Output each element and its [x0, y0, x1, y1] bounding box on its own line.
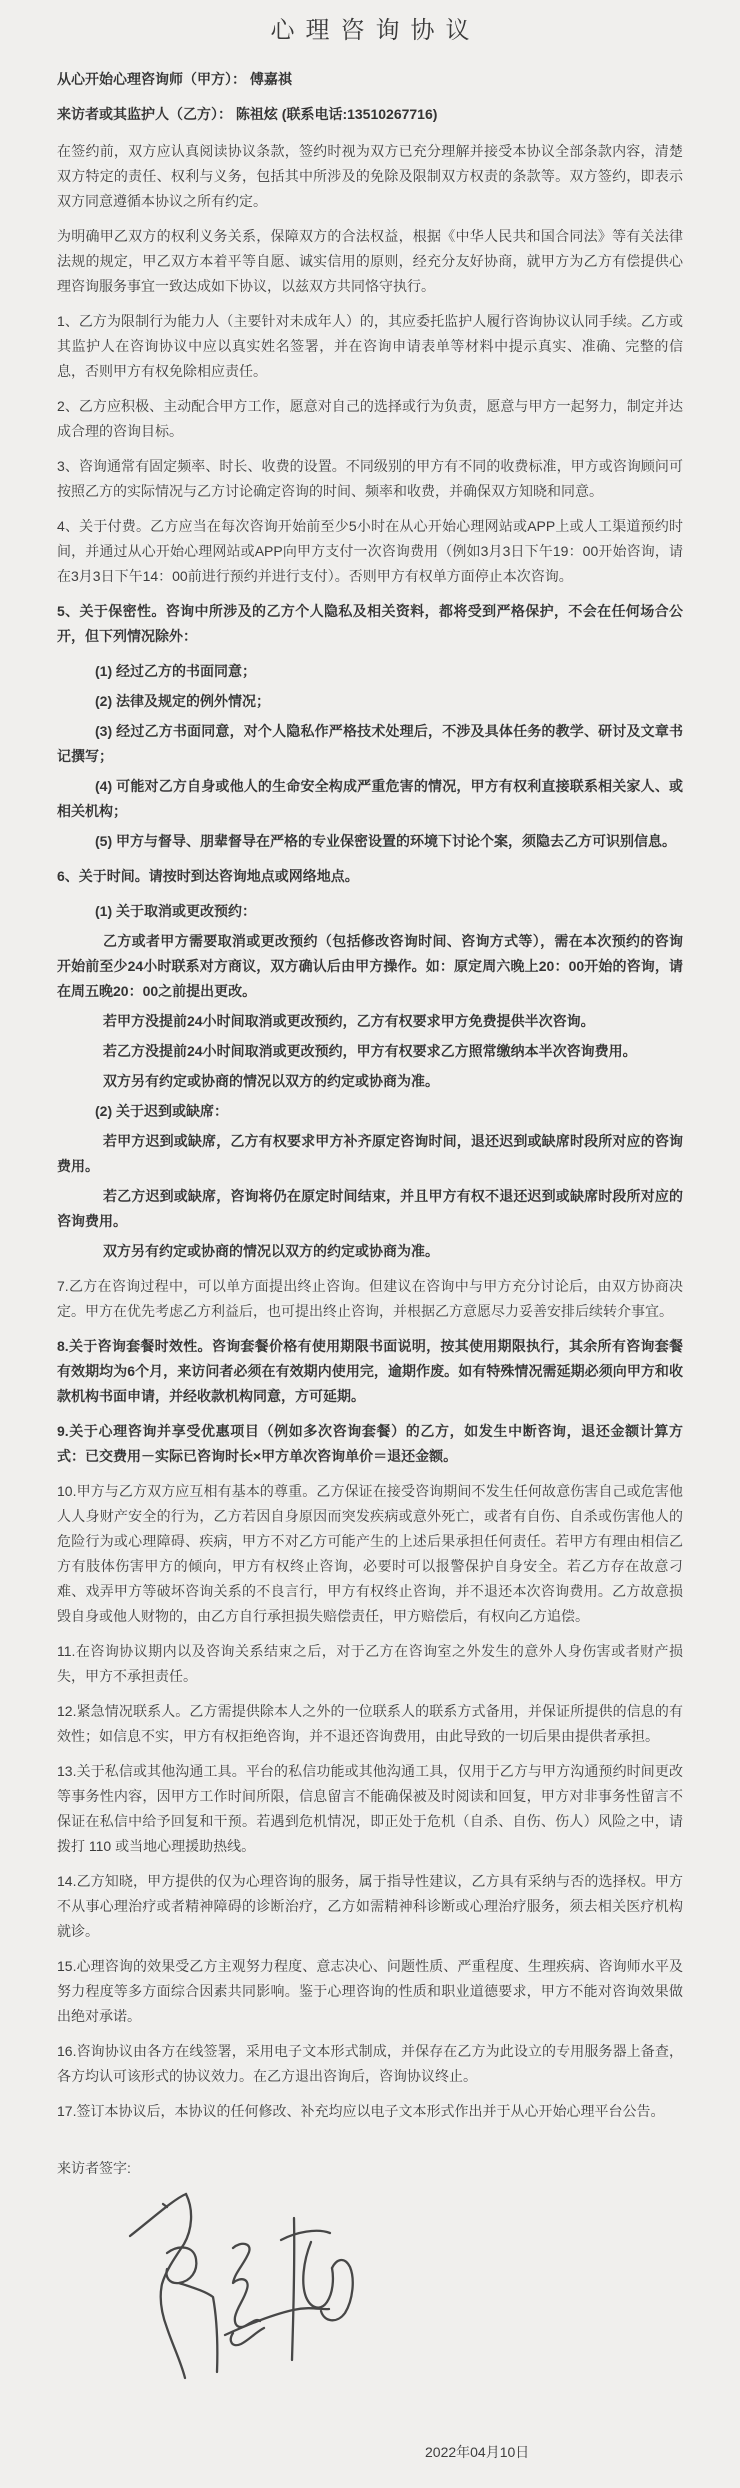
paragraph: 17.签订本协议后，本协议的任何修改、补充均应以电子文本形式作出并于从心开始心理平台公告。 [57, 2103, 665, 2119]
party-a-line: 从心开始心理咨询师（甲方）： 傅嘉祺 [57, 71, 292, 87]
paragraph: 2、乙方应积极、主动配合甲方工作，愿意对自己的选择或行为负责，愿意与甲方一起努力，制定并达成合理的咨询目标。 [57, 398, 683, 439]
paragraph: 在签约前，双方应认真阅读协议条款，签约时视为双方已充分理解并接受本协议全部条款内容，清楚双方特定的责任、权利与义务，包括其中所涉及的免除及限制双方权责的条款等。双方签约，即表示双方同意遵循本协议之所有约定。 [57, 143, 683, 209]
paragraph: 若甲方没提前24小时间取消或更改预约，乙方有权要求甲方免费提供半次咨询。 [103, 1013, 595, 1029]
paragraph: 9.关于心理咨询并享受优惠项目（例如多次咨询套餐）的乙方，如发生中断咨询，退还金额计算方式：已交费用－实际已咨询时长×甲方单次咨询单价＝退还金额。 [57, 1423, 683, 1464]
paragraph: 3、咨询通常有固定频率、时长、收费的设置。不同级别的甲方有不同的收费标准，甲方或咨询顾问可按照乙方的实际情况与乙方讨论确定咨询的时间、频率和收费，并确保双方知晓和同意。 [57, 458, 683, 499]
paragraph: 乙方或者甲方需要取消或更改预约（包括修改咨询时间、咨询方式等），需在本次预约的咨询开始前至少24小时联系对方商议，双方确认后由甲方操作。如：原定周六晚上20：00开始的咨询，请在周五晚20：00之前提出更改。 [57, 933, 683, 999]
paragraph: (2) 法律及规定的例外情况； [95, 693, 270, 709]
paragraph: 14.乙方知晓，甲方提供的仅为心理咨询的服务，属于指导性建议，乙方具有采纳与否的选择权。甲方不从事心理治疗或者精神障碍的诊断治疗，乙方如需精神科诊断或心理治疗服务，须去相关医疗机构就诊。 [57, 1873, 683, 1939]
party-b-line: 来访者或其监护人（乙方）： 陈祖炫 (联系电话:13510267716) [57, 106, 438, 122]
paragraph: 为明确甲乙双方的权利义务关系，保障双方的合法权益，根据《中华人民共和国合同法》等有关法律法规的规定，甲乙双方本着平等自愿、诚实信用的原则，经充分友好协商，就甲方为乙方有偿提供心理咨询服务事宜一致达成如下协议，以兹双方共同恪守执行。 [57, 228, 683, 294]
paragraph: 5、关于保密性。咨询中所涉及的乙方个人隐私及相关资料，都将受到严格保护，不会在任何场合公开，但下列情况除外： [57, 603, 683, 644]
paragraph: 11.在咨询协议期内以及咨询关系结束之后，对于乙方在咨询室之外发生的意外人身伤害或者财产损失，甲方不承担责任。 [57, 1643, 683, 1684]
paragraph: 16.咨询协议由各方在线签署，采用电子文本形式制成，并保存在乙方为此设立的专用服务器上备查，各方均认可该形式的协议效力。在乙方退出咨询后，咨询协议终止。 [57, 2043, 683, 2084]
agreement-body [57, 139, 683, 2124]
paragraph: 双方另有约定或协商的情况以双方的约定或协商为准。 [103, 1243, 439, 1259]
paragraph: 若乙方迟到或缺席，咨询将仍在原定时间结束，并且甲方有权不退还迟到或缺席时段所对应的咨询费用。 [57, 1188, 683, 1229]
paragraph: (2) 关于迟到或缺席： [95, 1103, 228, 1119]
paragraph: 1、乙方为限制行为能力人（主要针对未成年人）的，其应委托监护人履行咨询协议认同手续。乙方或其监护人在咨询协议中应以真实姓名签署，并在咨询申请表单等材料中提示真实、准确、完整的信息，否则甲方有权免除相应责任。 [57, 313, 683, 379]
paragraph: 6、关于时间。请按时到达咨询地点或网络地点。 [57, 868, 359, 884]
paragraph: (1) 经过乙方的书面同意； [95, 663, 256, 679]
paragraph: (4) 可能对乙方自身或他人的生命安全构成严重危害的情况，甲方有权利直接联系相关家人、或相关机构； [57, 778, 683, 819]
paragraph: 7.乙方在咨询过程中，可以单方面提出终止咨询。但建议在咨询中与甲方充分讨论后，由双方协商决定。甲方在优先考虑乙方利益后，也可提出终止咨询，并根据乙方意愿尽力妥善安排后续转介事宜。 [57, 1278, 683, 1319]
paragraph: 10.甲方与乙方双方应互相有基本的尊重。乙方保证在接受咨询期间不发生任何故意伤害自己或危害他人人身财产安全的行为，乙方若因自身原因而突发疾病或意外死亡，或者有自伤、自杀或伤害他人的危险行为或心理障碍、疾病，甲方不对乙方可能产生的上述后果承担任何责任。若甲方有理由相信乙方有肢体伤害甲方的倾向，甲方有权终止咨询，必要时可以报警保护自身安全。若乙方存在故意刁难、戏弄甲方等破坏咨询关系的不良言行，甲方有权终止咨询，并不退还本次咨询费用。乙方故意损毁自身或他人财物的，由乙方自行承担损失赔偿责任，甲方赔偿后，有权向乙方追偿。 [57, 1483, 683, 1624]
paragraph: 8.关于咨询套餐时效性。咨询套餐价格有使用期限书面说明，按其使用期限执行，其余所有咨询套餐有效期均为6个月，来访问者必须在有效期内使用完，逾期作废。如有特殊情况需延期必须向甲方和收款机构书面申请，并经收款机构同意，方可延期。 [57, 1338, 683, 1404]
paragraph: 15.心理咨询的效果受乙方主观努力程度、意志决心、问题性质、严重程度、生理疾病、咨询师水平及努力程度等多方面综合因素共同影响。鉴于心理咨询的性质和职业道德要求，甲方不能对咨询效果做出绝对承诺。 [57, 1958, 683, 2024]
paragraph: 13.关于私信或其他沟通工具。平台的私信功能或其他沟通工具，仅用于乙方与甲方沟通预约时间更改等事务性内容，因甲方工作时间所限，信息留言不能确保被及时阅读和回复，甲方对非事务性留言不保证在私信中给予回复和干预。若遇到危机情况，即正处于危机（自杀、自伤、伤人）风险之中，请拨打 110 或当地心理援助热线。 [57, 1763, 683, 1854]
paragraph: (5) 甲方与督导、朋辈督导在严格的专业保密设置的环境下讨论个案，须隐去乙方可识别信息。 [95, 833, 676, 849]
signature-date: 2022年04月10日 [425, 2444, 530, 2460]
signature-handwriting [121, 2182, 391, 2384]
paragraph: (1) 关于取消或更改预约： [95, 903, 256, 919]
paragraph: 若甲方迟到或缺席，乙方有权要求甲方补齐原定咨询时间，退还迟到或缺席时段所对应的咨询费用。 [57, 1133, 683, 1174]
paragraph: 双方另有约定或协商的情况以双方的约定或协商为准。 [103, 1073, 439, 1089]
signature-area [57, 2182, 683, 2384]
paragraph: 若乙方没提前24小时间取消或更改预约，甲方有权要求乙方照常缴纳本半次咨询费用。 [103, 1043, 637, 1059]
paragraph: (3) 经过乙方书面同意，对个人隐私作严格技术处理后，不涉及具体任务的教学、研讨及文章书记撰写； [57, 723, 683, 764]
paragraph: 12.紧急情况联系人。乙方需提供除本人之外的一位联系人的联系方式备用，并保证所提供的信息的有效性；如信息不实，甲方有权拒绝咨询，并不退还咨询费用，由此导致的一切后果由提供者承担。 [57, 1703, 683, 1744]
paragraph: 4、关于付费。乙方应当在每次咨询开始前至少5小时在从心开始心理网站或APP上或人工渠道预约时间，并通过从心开始心理网站或APP向甲方支付一次咨询费用（例如3月3日下午19：00开始咨询，请在3月3日下午14：00前进行预约并进行支付）。否则甲方有权单方面停止本次咨询。 [57, 518, 683, 584]
page-title: 心理咨询协议 [270, 17, 481, 44]
visitor-signature-label: 来访者签字: [57, 2160, 131, 2176]
